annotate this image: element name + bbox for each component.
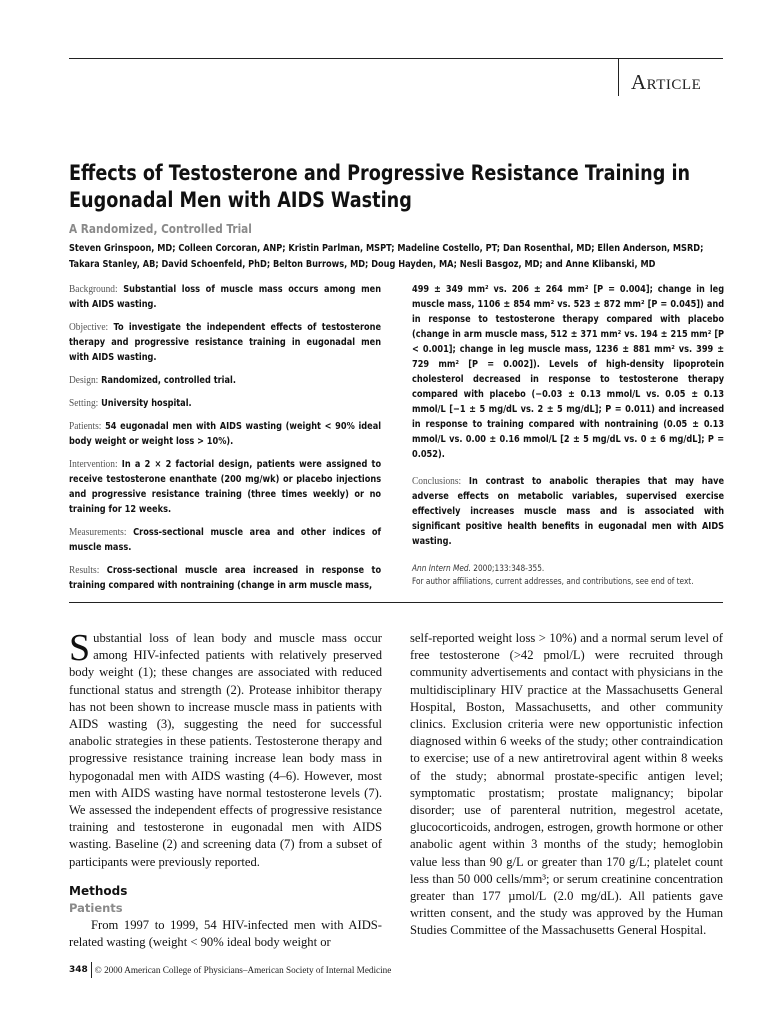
abstract-measurements (69, 525, 381, 555)
intro-paragraph: ubstantial loss of lean body and muscle mass occur among HIV-infected patients with relatively preserved body weight (1); these changes are associated with reduced functional status and strength (2). Protease inhibitor therapy has not been shown to increase muscle mass in patients with AIDS wasting (3), suggesting the need for successful anabolic strategies in these patients. Testosterone therapy and progressive resistance training increase lean body mass in hypogonadal men with AIDS wasting (4–6). However, most men with AIDS wasting have normal testosterone levels (7). We assessed the independent effects of progressive resistance training and testosterone in eugonadal men with AIDS wasting. Baseline (2) and screening data (7) from a subset of participants were previously reported. (69, 631, 382, 869)
body-right-column (410, 630, 723, 940)
abstract-label: Objective: (69, 321, 109, 333)
abstract-text: Cross-sectional muscle area and other indices of muscle mass. (69, 527, 382, 553)
page-number: 348 (69, 965, 88, 975)
abstract-text: University hospital. (101, 398, 192, 409)
abstract-label: Measurements: (69, 526, 127, 538)
header-rule (69, 58, 723, 59)
patients-paragraph: From 1997 to 1999, 54 HIV-infected men with AIDS-related wasting (weight < 90% ideal body weight or (69, 918, 382, 950)
abstract-label: Setting: (69, 397, 99, 409)
abstract-text: To investigate the independent effects of testosterone therapy and progressive resistance training in eugonadal men with AIDS wasting. (69, 322, 382, 363)
author-list (69, 241, 726, 273)
abstract-label: Results: (69, 564, 100, 576)
abstract-intervention (69, 457, 381, 517)
abstract-label: Conclusions: (412, 475, 462, 487)
methods-heading: Methods (69, 884, 128, 898)
abstract-text: 54 eugonadal men with AIDS wasting (weight < 90% ideal body weight or weight loss > 10%). (69, 421, 382, 447)
abstract-text: Randomized, controlled trial. (101, 375, 236, 386)
author-line: Takara Stanley, AB; David Schoenfeld, PhD; Belton Burrows, MD; Doug Hayden, MA; Nesli Basgoz, MD; and Anne Klibanski, MD (69, 259, 656, 270)
eligibility-paragraph: self-reported weight loss > 10%) and a normal serum level of free testosterone (>42 pmol/L) were recruited through community advertisements and contact with physicians in the multidisciplinary HIV practice at the Massachusetts General Hospital, Boston, Massachusetts, and other community clinics. Exclusion criteria were new opportunistic infection diagnosed within 6 weeks of the study; other contraindication to exercise; use of a new antiretroviral agent within 8 weeks of the study; abnormal prostate-specific antigen level; symptomatic prostatism; prostate malignancy; bipolar disorder; use of parenteral nutrition, megestrol acetate, glucocorticoids, androgen, estrogen, growth hormone or other anabolic agent within 3 months of the study; hemoglobin value less than 90 g/L or greater than 170 g/L; platelet count less than 50 000 cells/mm³; or serum creatinine concentration greater than 177 µmol/L (2.0 mg/dL). All patients gave written consent, and the study was approved by the Human Studies Committee of the Massachusetts General Hospital. (410, 631, 723, 938)
abstract-patients (69, 419, 381, 449)
abstract-objective (69, 320, 381, 365)
affiliation-note: For author affiliations, current addresses, and contributions, see end of text. (412, 576, 694, 586)
abstract-left-column (69, 282, 381, 601)
title-line: Eugonadal Men with AIDS Wasting (69, 188, 412, 212)
citation-line (412, 562, 729, 575)
journal-name: Ann Intern Med. (412, 563, 471, 573)
abstract-text: Cross-sectional muscle area increased in response to training compared with nontraining (change in arm muscle mass, (69, 565, 382, 591)
title-line: Effects of Testosterone and Progressive Resistance Training in (69, 161, 691, 185)
citation-details: 2000;133:348-355. (470, 563, 545, 573)
footer-divider (91, 962, 92, 978)
abstract-background (69, 282, 381, 312)
abstract-text: In contrast to anabolic therapies that may have adverse effects on metabolic variables, supervised exercise effectively increases muscle mass and is associated with significant positive health benefits in eugonadal men with AIDS wasting. (412, 476, 725, 547)
abstract-label: Design: (69, 374, 99, 386)
abstract-design (69, 373, 381, 388)
abstract-text: Substantial loss of muscle mass occurs among men with AIDS wasting. (69, 284, 382, 310)
section-rule (69, 602, 723, 603)
author-line: Steven Grinspoon, MD; Colleen Corcoran, ANP; Kristin Parlman, MSPT; Madeline Costello, PT; Dan Rosenthal, MD; Ellen Anderson, MSRD; (69, 243, 704, 254)
page-footer (69, 962, 391, 978)
drop-cap: S (69, 627, 91, 669)
copyright-notice: © 2000 American College of Physicians–American Society of Internal Medicine (94, 965, 392, 975)
abstract-setting (69, 396, 381, 411)
abstract-right-column (412, 282, 724, 557)
abstract-label: Patients: (69, 420, 102, 432)
body-left-column (69, 627, 382, 871)
abstract-label: Intervention: (69, 458, 118, 470)
abstract-conclusions (412, 474, 724, 549)
article-title (69, 160, 729, 214)
section-divider (618, 58, 619, 96)
section-label: Article (631, 70, 702, 94)
citation-block (412, 562, 729, 588)
abstract-label: Background: (69, 283, 118, 295)
abstract-results-continued: 499 ± 349 mm² vs. 206 ± 264 mm² [P = 0.004]; change in leg muscle mass, 1106 ± 854 mm² vs. 523 ± 872 mm² [P = 0.045]) and in response to testosterone therapy compared with placebo (change in arm muscle mass, 512 ± 371 mm² vs. 194 ± 215 mm² [P < 0.001]; change in leg muscle mass, 1236 ± 881 mm² vs. 399 ± 729 mm² [P = 0.002]). Levels of high-density lipoprotein cholesterol decreased in response to testosterone therapy compared with placebo (−0.03 ± 0.13 mmol/L vs. 0.05 ± 0.13 mmol/L [−1 ± 5 mg/dL vs. 2 ± 5 mg/dL]; P = 0.011) and increased in response to training compared with nontraining (0.05 ± 0.13 mmol/L vs. 0.00 ± 0.16 mmol/L [2 ± 5 mg/dL vs. 0 ± 6 mg/dL]; P = 0.052). (412, 284, 725, 460)
abstract-results (69, 563, 381, 593)
patients-heading: Patients (69, 901, 123, 915)
abstract-text: In a 2 × 2 factorial design, patients were assigned to receive testosterone enanthate (200 mg/wk) or placebo injections and progressive resistance training (three times weekly) or no training for 12 weeks. (69, 459, 382, 515)
article-subtitle: A Randomized, Controlled Trial (69, 221, 252, 236)
